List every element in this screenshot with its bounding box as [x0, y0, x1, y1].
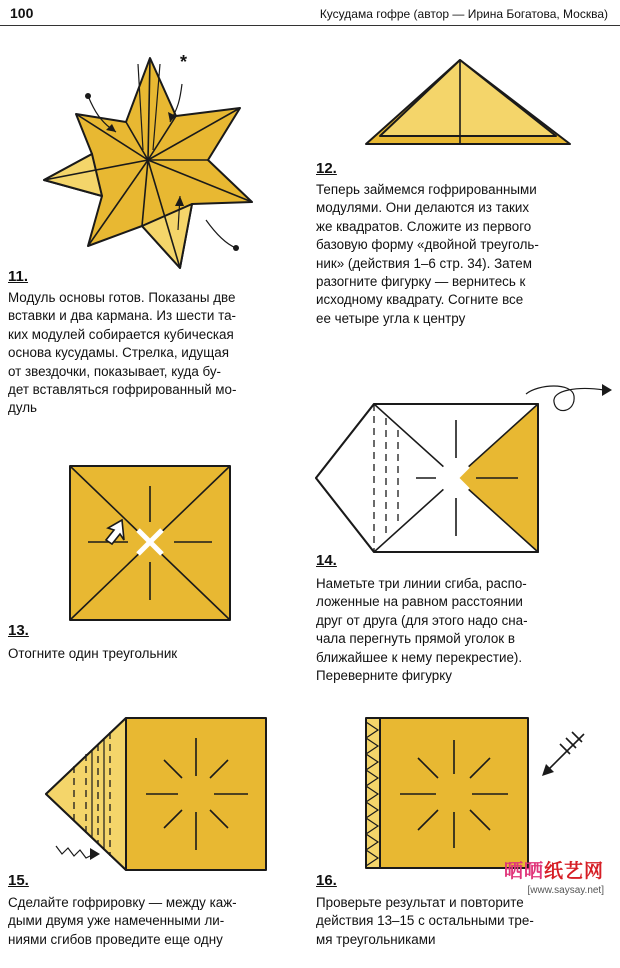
step-number-14: 14.	[316, 552, 337, 569]
caption-line: же квадратов. Сложите из первого	[316, 218, 532, 234]
step-caption-14	[316, 575, 616, 685]
site-watermark	[504, 856, 604, 896]
step-caption-16	[316, 894, 616, 949]
step-number-15: 15.	[8, 872, 29, 889]
step-number-16: 16.	[316, 872, 337, 889]
caption-line: основа кусудамы. Стрелка, идущая	[8, 345, 229, 361]
caption-line: Сделайте гофрировку — между каж-	[8, 895, 237, 910]
caption-line: разогните фигурку — вернитесь к	[316, 274, 526, 290]
watermark-logo	[504, 856, 604, 883]
step-number-12: 12.	[316, 160, 337, 177]
page-number: 100	[10, 5, 34, 21]
caption-line: Модуль основы готов. Показаны две	[8, 290, 236, 305]
step-number-13: 13.	[8, 622, 29, 639]
caption-line: Проверьте результат и повторите	[316, 895, 524, 910]
caption-line: дуль	[8, 400, 38, 416]
caption-line: ких модулей собирается кубическая	[8, 326, 234, 342]
caption-line: ближайшее к нему перекрестие).	[316, 649, 523, 665]
caption-line: друг от друга (для этого надо сна-	[316, 612, 528, 628]
caption-line: вставки и два кармана. Из шести та-	[8, 308, 236, 324]
watermark-url: [www.saysay.net]	[527, 885, 604, 896]
triangle-diagram	[356, 56, 580, 156]
watermark-part2: 纸艺网	[543, 861, 604, 882]
caption-line: чала перегнуть прямой уголок в	[316, 631, 515, 647]
pleated-square-diagram	[360, 712, 596, 872]
step-caption-11	[8, 289, 308, 418]
star-module-diagram	[30, 50, 270, 280]
step-number-11: 11.	[8, 268, 29, 285]
unfolded-corner-diagram	[312, 380, 620, 558]
caption-line: мя треугольниками	[316, 931, 436, 947]
caption-line: базовую форму «двойной треуголь-	[316, 237, 539, 253]
step-caption-15	[8, 894, 308, 949]
caption-line: Теперь займемся гофрированными	[316, 182, 537, 197]
folded-square-diagram	[66, 462, 236, 624]
caption-line: дыми двумя уже намеченными ли-	[8, 913, 225, 929]
caption-line: Переверните фигурку	[316, 668, 452, 684]
caption-line: ник» (действия 1–6 стр. 34). Затем	[316, 255, 532, 271]
pleat-diagram	[34, 714, 270, 878]
caption-line: исходному квадрату. Согните все	[316, 292, 524, 308]
caption-line: ложенные на равном расстоянии	[316, 594, 523, 610]
caption-line: ниями сгибов проведите еще одну	[8, 931, 223, 947]
caption-line: дет вставляться гофрированный мо-	[8, 382, 237, 398]
page-header	[0, 0, 620, 26]
caption-line: от звездочки, показывает, куда бу-	[8, 363, 222, 379]
step-caption-13	[8, 645, 308, 663]
caption-line: ее четыре угла к центру	[316, 310, 466, 326]
caption-line: действия 13–15 с остальными тре-	[316, 913, 534, 929]
running-title: Кусудама гофре (автор — Ирина Богатова, Москва)	[319, 7, 608, 21]
caption-line: модулями. Они делаются из таких	[316, 200, 530, 216]
caption-line: Наметьте три линии сгиба, распо-	[316, 576, 527, 591]
star-marker: *	[180, 52, 188, 72]
caption-line: Отогните один треугольник	[8, 646, 178, 661]
watermark-part1: 晒晒	[503, 861, 544, 882]
step-caption-12	[316, 181, 616, 328]
